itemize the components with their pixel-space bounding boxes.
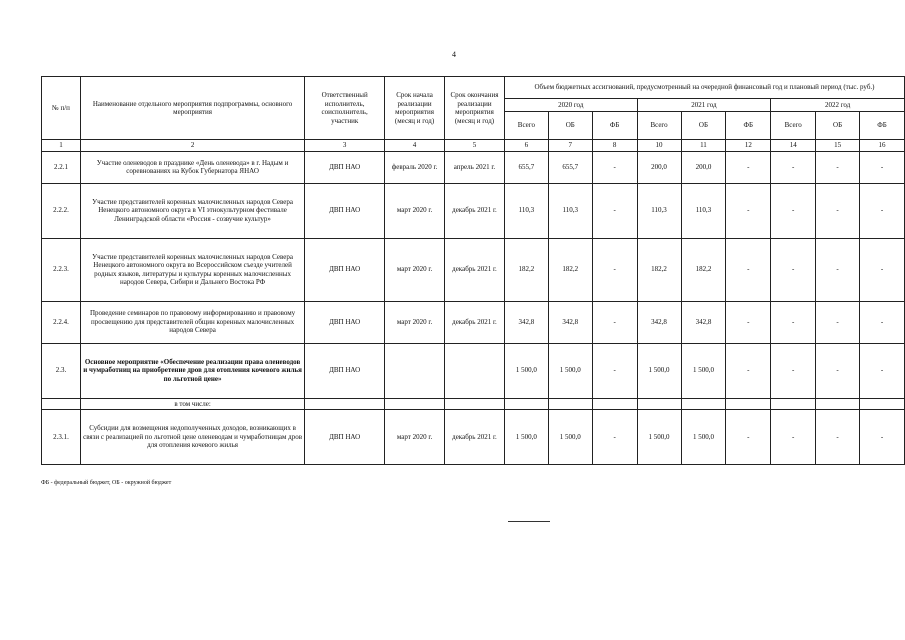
col-number: 3 [305, 140, 385, 152]
row-value: - [771, 238, 816, 301]
row-value [504, 398, 548, 410]
row-responsible: ДВП НАО [305, 151, 385, 183]
table-row [42, 343, 905, 398]
row-value: 110,3 [548, 183, 592, 238]
row-value: - [860, 410, 905, 465]
table-row [42, 398, 905, 410]
row-value: 342,8 [681, 301, 726, 343]
row-responsible: ДВП НАО [305, 301, 385, 343]
header-sub-fb: ФБ [860, 112, 905, 140]
col-number: 7 [548, 140, 592, 152]
row-value: - [816, 151, 860, 183]
footnote: ФБ - федеральный бюджет, ОБ - окружной бюджет [41, 480, 172, 486]
row-number: 2.2.2. [42, 183, 81, 238]
row-value: - [726, 238, 771, 301]
row-value: 110,3 [504, 183, 548, 238]
row-value: - [816, 410, 860, 465]
table-row [42, 410, 905, 465]
row-name: в том числе: [80, 398, 304, 410]
row-value: - [726, 343, 771, 398]
row-value: 1 500,0 [504, 410, 548, 465]
row-start: март 2020 г. [385, 183, 445, 238]
header-sub-total: Всего [771, 112, 816, 140]
row-value: - [592, 343, 637, 398]
row-start: март 2020 г. [385, 238, 445, 301]
row-value: - [592, 238, 637, 301]
row-name: Участие представителей коренных малочисленных народов Севера Ненецкого автономного округа в VI этнокультурном фестивале Ленинградской области «Россия - созвучие культур» [80, 183, 304, 238]
row-value: - [771, 301, 816, 343]
row-responsible: ДВП НАО [305, 238, 385, 301]
row-end: декабрь 2021 г. [445, 238, 505, 301]
row-value: 182,2 [637, 238, 681, 301]
row-value: 342,8 [637, 301, 681, 343]
row-end [445, 398, 505, 410]
header-responsible: Ответственный исполнитель, соисполнитель, участник [305, 77, 385, 140]
row-value: - [592, 410, 637, 465]
row-responsible [305, 398, 385, 410]
row-value: 655,7 [548, 151, 592, 183]
row-value: 182,2 [548, 238, 592, 301]
row-value: 182,2 [504, 238, 548, 301]
row-start [385, 343, 445, 398]
header-sub-ob: ОБ [681, 112, 726, 140]
row-value: 110,3 [637, 183, 681, 238]
row-value: - [726, 183, 771, 238]
row-name: Проведение семинаров по правовому информированию и правовому просвещению для представителей общин коренных малочисленных народов Севера [80, 301, 304, 343]
row-name: Субсидии для возмещения недополученных доходов, возникающих в связи с реализацией по льготной цене оленеводам и чумработницам дров для отопления кочевого жилья [80, 410, 304, 465]
row-value: 182,2 [681, 238, 726, 301]
col-number: 15 [816, 140, 860, 152]
row-value: - [860, 151, 905, 183]
row-value: - [771, 151, 816, 183]
col-number: 16 [860, 140, 905, 152]
row-name: Основное мероприятие «Обеспечение реализации права оленеводов и чумработниц на приобретение дров для отопления кочевого жилья по льготной цене» [80, 343, 304, 398]
row-end: декабрь 2021 г. [445, 301, 505, 343]
col-number: 2 [80, 140, 304, 152]
col-number: 10 [637, 140, 681, 152]
row-end: декабрь 2021 г. [445, 183, 505, 238]
row-responsible: ДВП НАО [305, 343, 385, 398]
header-year-2022: 2022 год [771, 99, 905, 112]
row-value: 1 500,0 [548, 343, 592, 398]
col-number: 6 [504, 140, 548, 152]
col-number: 1 [42, 140, 81, 152]
row-value: - [592, 183, 637, 238]
row-value: - [860, 343, 905, 398]
row-value: - [726, 410, 771, 465]
row-value [726, 398, 771, 410]
row-number: 2.2.1 [42, 151, 81, 183]
row-value: - [860, 238, 905, 301]
row-value: 342,8 [548, 301, 592, 343]
row-value: - [592, 151, 637, 183]
row-value [681, 398, 726, 410]
row-end [445, 343, 505, 398]
row-responsible: ДВП НАО [305, 183, 385, 238]
header-sub-total: Всего [504, 112, 548, 140]
header-sub-ob: ОБ [548, 112, 592, 140]
row-value: 1 500,0 [548, 410, 592, 465]
row-number: 2.2.4. [42, 301, 81, 343]
row-value: - [592, 301, 637, 343]
row-name: Участие представителей коренных малочисленных народов Севера Ненецкого автономного округа во Всероссийском съезде учителей родных языков, литературы и культуры коренных малочисленных народов Севера, Сибири и Дальнего Востока РФ [80, 238, 304, 301]
row-value: - [816, 301, 860, 343]
row-start: февраль 2020 г. [385, 151, 445, 183]
row-value: 200,0 [637, 151, 681, 183]
header-start: Срок начала реализации мероприятия (месяц и год) [385, 77, 445, 140]
row-number: 2.3.1. [42, 410, 81, 465]
row-end: декабрь 2021 г. [445, 410, 505, 465]
header-name: Наименование отдельного мероприятия подпрограммы, основного мероприятия [80, 77, 304, 140]
col-number: 5 [445, 140, 505, 152]
row-value [548, 398, 592, 410]
row-name: Участие оленеводов в празднике «День оленевода» в г. Надым и соревнованиях на Кубок Губернатора ЯНАО [80, 151, 304, 183]
col-number: 12 [726, 140, 771, 152]
page-number: 4 [452, 50, 456, 59]
row-value [637, 398, 681, 410]
row-value: - [726, 301, 771, 343]
header-no: № п/п [42, 77, 81, 140]
col-number: 4 [385, 140, 445, 152]
row-value: 342,8 [504, 301, 548, 343]
row-value: 655,7 [504, 151, 548, 183]
column-number-row [42, 140, 905, 152]
row-value: 1 500,0 [681, 410, 726, 465]
row-end: апрель 2021 г. [445, 151, 505, 183]
row-number [42, 398, 81, 410]
header-year-2020: 2020 год [504, 99, 637, 112]
col-number: 8 [592, 140, 637, 152]
row-value: - [726, 151, 771, 183]
row-value: - [860, 183, 905, 238]
row-value: - [771, 343, 816, 398]
header-sub-fb: ФБ [726, 112, 771, 140]
row-start: март 2020 г. [385, 301, 445, 343]
header-year-2021: 2021 год [637, 99, 771, 112]
row-value: 1 500,0 [637, 410, 681, 465]
col-number: 14 [771, 140, 816, 152]
row-number: 2.2.3. [42, 238, 81, 301]
table-row [42, 301, 905, 343]
row-value: 110,3 [681, 183, 726, 238]
row-value: - [771, 183, 816, 238]
row-start [385, 398, 445, 410]
row-value [592, 398, 637, 410]
table-row [42, 238, 905, 301]
row-value: 1 500,0 [637, 343, 681, 398]
row-number: 2.3. [42, 343, 81, 398]
row-value: - [816, 238, 860, 301]
row-value: - [771, 410, 816, 465]
budget-table [41, 76, 905, 465]
end-rule [508, 521, 550, 522]
row-responsible: ДВП НАО [305, 410, 385, 465]
col-number: 11 [681, 140, 726, 152]
header-budget: Объем бюджетных ассигнований, предусмотренный на очередной финансовый год и плановый период (тыс. руб.) [504, 77, 904, 99]
row-value: 1 500,0 [681, 343, 726, 398]
table-row [42, 183, 905, 238]
row-value: - [816, 183, 860, 238]
header-sub-fb: ФБ [592, 112, 637, 140]
header-sub-total: Всего [637, 112, 681, 140]
header-sub-ob: ОБ [816, 112, 860, 140]
row-value: - [860, 301, 905, 343]
row-value [771, 398, 816, 410]
row-start: март 2020 г. [385, 410, 445, 465]
row-value: - [816, 343, 860, 398]
header-end: Срок окончания реализации мероприятия (месяц и год) [445, 77, 505, 140]
row-value: 1 500,0 [504, 343, 548, 398]
table-row [42, 151, 905, 183]
row-value [860, 398, 905, 410]
row-value [816, 398, 860, 410]
row-value: 200,0 [681, 151, 726, 183]
